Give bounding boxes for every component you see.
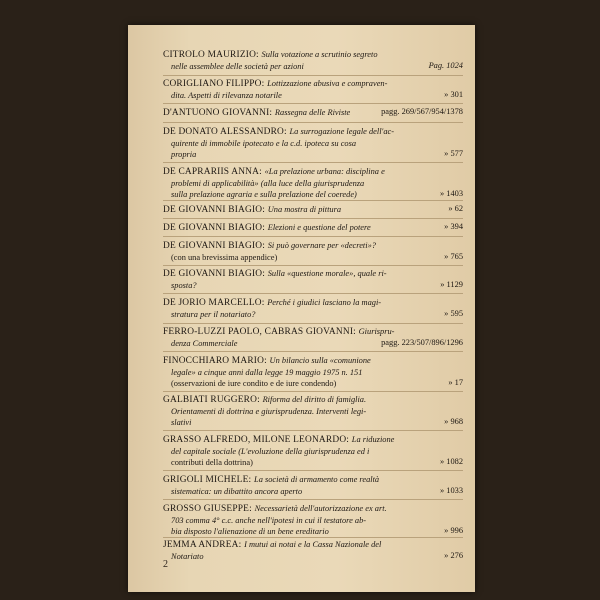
index-entry-grosso [163,503,463,538]
entry-title: La surrogazione legale dell'ac- [289,127,395,136]
entry-separator [163,293,463,294]
entry-separator [163,236,463,237]
entry-separator [163,218,463,219]
entry-title: dita. Aspetti di rilevanza notarile [171,90,282,100]
entry-title: Rassegna delle Riviste [274,108,351,117]
entry-title: problemi di applicabilità» (alla luce della giurisprudenza [171,178,365,188]
entry-title: quirente di immobile ipotecato e la c.d. ipoteca su cosa [171,138,357,148]
entry-title: Sulla votazione a scrutinio segreto [261,50,378,59]
book-page [128,25,475,592]
entry-title: contributi della dottrina) [171,458,253,467]
entry-title: (con una brevissima appendice) [171,252,278,262]
index-entry-jemma [163,539,463,562]
entry-page: » 968 [444,417,463,426]
entry-separator [163,499,463,500]
entry-separator [163,200,463,201]
entry-title: slativi [171,418,192,427]
index-entry-corigliano [163,78,463,101]
entry-page: » 577 [444,149,463,158]
entry-author: GRIGOLI MICHELE: [163,475,252,485]
entry-author: FINOCCHIARO MARIO: [163,356,267,366]
entry-page: » 1033 [439,485,463,495]
entry-separator [163,537,463,538]
entry-title: sistematica: un dibattito ancora aperto [171,486,303,496]
page-number: 2 [163,559,168,570]
index-entry-de-caprariis [163,166,463,201]
entry-page: » 276 [444,550,463,560]
entry-title: Si può governare per «decreti»? [267,241,376,250]
entry-separator [163,430,463,431]
entry-page: » 1403 [439,189,463,198]
entry-author: D'ANTUONO GIOVANNI: [163,108,273,118]
entry-title: Sulla «questione morale», quale ri- [267,269,387,278]
entry-title: Orientamenti di dottrina e giurisprudenza. Interventi legi- [171,406,367,416]
entry-separator [163,323,463,324]
entry-title: Giurispru- [358,327,395,336]
entry-title: Perché i giudici lasciano la magi- [267,298,382,307]
index-entry-finocchiaro [163,355,463,390]
entry-author: DE DONATO ALESSANDRO: [163,127,287,137]
entry-author: GALBIATI RUGGERO: [163,395,260,405]
index-entry-de-giovanni-2 [163,222,463,234]
entry-title: nelle assemblee delle società per azioni [171,61,304,71]
entry-page: » 17 [448,378,463,387]
entry-title: Un bilancio sulla «comunione [269,356,371,365]
entry-title: sposta? [171,280,197,290]
entry-page: » 1082 [439,457,463,466]
entry-title: legale» a cinque anni dalla legge 19 maggio 1975 n. 151 [171,367,363,377]
entry-author: JEMMA ANDREA: [163,540,242,550]
entry-title: bia disposto l'alienazione di un bene ereditario [171,527,329,536]
index-entry-dantuono [163,107,463,119]
entry-author: DE GIOVANNI BIAGIO: [163,205,266,215]
entry-title: propria [171,150,197,159]
index-entry-ferro-luzzi [163,326,463,349]
entry-page: » 765 [444,251,463,261]
entry-page: » 62 [448,204,463,213]
entry-author: FERRO-LUZZI PAOLO, CABRAS GIOVANNI: [163,327,356,337]
entry-author: DE GIOVANNI BIAGIO: [163,223,266,233]
entry-author: CITROLO MAURIZIO: [163,50,259,60]
entry-title: Lottizzazione abusiva e compraven- [267,79,388,88]
entry-separator [163,162,463,163]
entry-title: Necessarietà dell'autorizzazione ex art. [254,504,387,513]
entry-separator [163,470,463,471]
entry-page: » 301 [444,89,463,99]
entry-separator [163,351,463,352]
entry-author: GROSSO GIUSEPPE: [163,504,252,514]
entry-page: » 1129 [440,279,463,289]
entry-author: CORIGLIANO FILIPPO: [163,79,265,89]
entry-title: del capitale sociale (L'evoluzione della giurisprudenza ed i [171,446,370,456]
index-entry-citrolo [163,49,463,72]
entry-separator [163,75,463,76]
entry-author: DE CAPRARIIS ANNA: [163,167,262,177]
entry-title: stratura per il notariato? [171,309,256,319]
index-entry-grigoli [163,474,463,497]
entry-page: » 595 [444,308,463,318]
entry-page: » 996 [444,526,463,535]
entry-page: » 394 [444,222,463,231]
index-entry-de-giovanni-4 [163,268,463,291]
entry-title: I mutui ai notai e la Cassa Nazionale del [244,540,382,549]
entry-author: GRASSO ALFREDO, MILONE LEONARDO: [163,435,350,445]
entry-page: Pag. 1024 [428,60,463,70]
entry-title: sulla prelazione agraria e sulla prelazione del coerede) [171,190,357,199]
entry-title: (osservazioni de iure condito e de iure condendo) [171,379,337,388]
entry-author: DE GIOVANNI BIAGIO: [163,241,266,251]
index-entry-grasso-milone [163,434,463,469]
index-entry-galbiati [163,394,463,429]
entry-title: La riduzione [351,435,395,444]
index-entry-de-giovanni-1 [163,204,463,216]
entry-title: denza Commerciale [171,338,238,348]
entry-page: pagg. 269/567/954/1378 [381,107,463,116]
entry-title: Elezioni e questione del potere [267,223,371,232]
entry-author: DE GIOVANNI BIAGIO: [163,269,266,279]
entry-author: DE JORIO MARCELLO: [163,298,265,308]
entry-title: «La prelazione urbana: disciplina e [264,167,385,176]
entry-title: Riforma del diritto di famiglia. [262,395,367,404]
entry-page: pagg. 223/507/896/1296 [381,337,463,347]
index-entry-de-jorio [163,297,463,320]
entry-separator [163,391,463,392]
entry-separator [163,103,463,104]
entry-separator [163,122,463,123]
index-entry-de-giovanni-3 [163,240,463,263]
entry-title: 703 comma 4° c.c. anche nell'ipotesi in cui il testatore ab- [171,515,367,525]
entry-title: Una mostra di pittura [267,205,342,214]
entry-title: La società di armamento come realtà [254,475,380,484]
entry-separator [163,265,463,266]
entry-title: Notariato [171,551,204,561]
index-entry-de-donato [163,126,463,161]
